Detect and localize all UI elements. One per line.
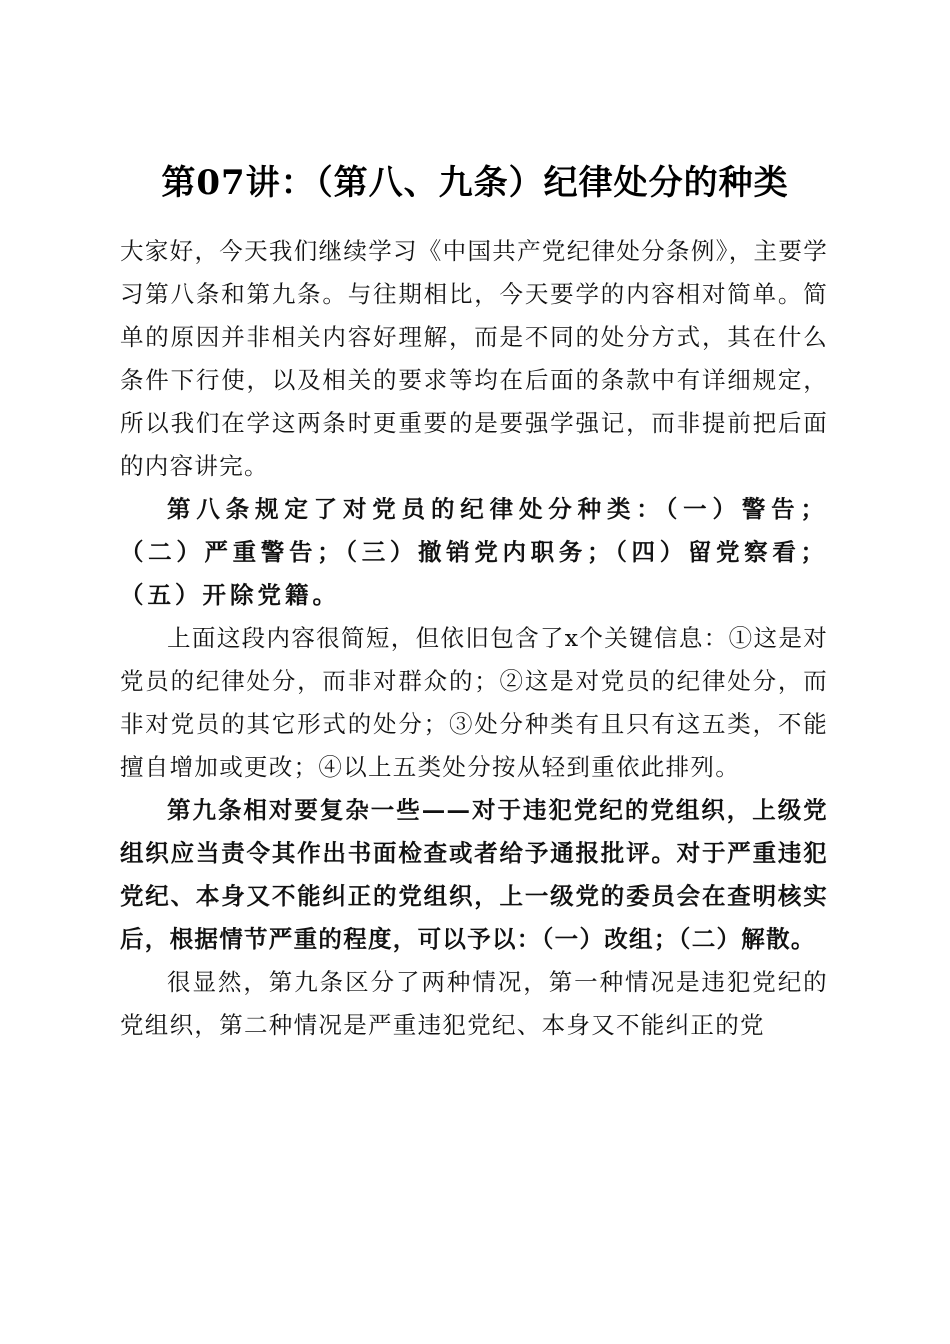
paragraph-analysis: 很显然，第九条区分了两种情况，第一种情况是违犯党纪的党组织，第二种情况是严重违犯党纪、本身又不能纠正的党 (120, 968, 828, 1039)
paragraph-article-9: 第九条相对要复杂一些——对于违犯党纪的党组织，上级党组织应当责令其作出书面检查或者给予通报批评。对于严重违犯党纪、本身又不能纠正的党组织，上一级党的委员会在查明核实后，根据情节严重的程度，可以予以：（一）改组；（二）解散。 (120, 796, 828, 953)
document-body (120, 230, 828, 1047)
paragraph-key-points: 上面这段内容很简短，但依旧包含了x个关键信息：①这是对党员的纪律处分，而非对群众的；②这是对党员的纪律处分，而非对党员的其它形式的处分；③处分种类有且只有这五类，不能擅自增加或更改；④以上五类处分按从轻到重依此排列。 (120, 624, 828, 781)
document-title: 第07讲：（第八、九条）纪律处分的种类 (161, 162, 789, 203)
paragraph-article-8: 第八条规定了对党员的纪律处分种类：（一）警告；（二）严重警告；（三）撤销党内职务；（四）留党察看；（五）开除党籍。 (120, 495, 828, 609)
paragraph-intro: 大家好，今天我们继续学习《中国共产党纪律处分条例》，主要学习第八条和第九条。与往期相比，今天要学的内容相对简单。简单的原因并非相关内容好理解，而是不同的处分方式，其在什么条件下行使，以及相关的要求等均在后面的条款中有详细规定，所以我们在学这两条时更重要的是要强学强记，而非提前把后面的内容讲完。 (120, 237, 828, 480)
